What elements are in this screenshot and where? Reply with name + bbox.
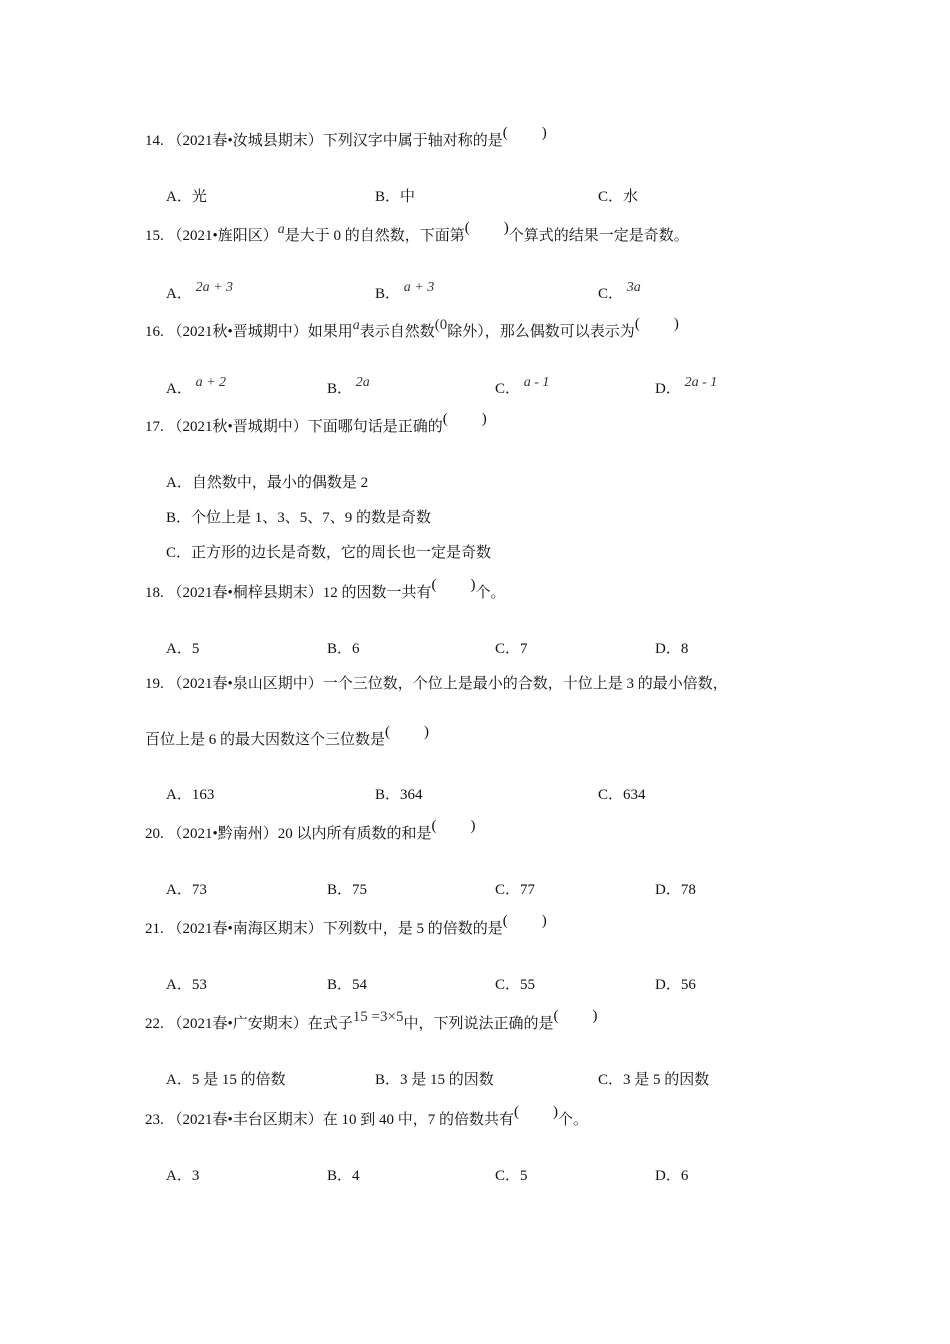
question-text: 在 10 到 40 中，7 的倍数共有 [322, 1112, 515, 1128]
option-d: D．56 [655, 977, 696, 993]
answer-blank: ( ) [431, 818, 476, 834]
question-19-line2 [145, 724, 430, 750]
question-source: （2021春•桐梓县期末） [167, 585, 323, 601]
option-a: A．光 [166, 189, 207, 205]
answer-blank: ( ) [502, 125, 547, 141]
question-text: 在式子 [307, 1016, 353, 1032]
math-expression: 15 =3×5 [352, 1009, 404, 1025]
option-b: B．中 [375, 189, 416, 205]
option-b: B． a + 3 [375, 280, 435, 302]
question-16 [145, 316, 679, 343]
option-b: B．4 [327, 1168, 360, 1184]
question-number: 17. [145, 419, 164, 435]
option-a: A．5 是 15 的倍数 [166, 1072, 286, 1088]
question-number: 15. [145, 228, 164, 244]
option-a: A．3 [166, 1168, 200, 1184]
answer-blank: ( ) [431, 577, 476, 593]
math-variable: a [277, 222, 285, 237]
question-text-tail: 中，下列说法正确的是 [403, 1016, 554, 1032]
question-text-tail: 个。 [558, 1112, 589, 1128]
answer-blank: ( ) [502, 913, 547, 929]
option-b: B．75 [327, 882, 368, 898]
question-text-tail: 个算式的结果一定是奇数。 [508, 228, 689, 244]
option-b: B． 2a [327, 375, 370, 397]
option-a: A．53 [166, 977, 207, 993]
math-variable: a [352, 318, 360, 333]
answer-blank: ( ) [634, 316, 679, 332]
question-number: 20. [145, 826, 164, 842]
question-source: （2021•黔南州） [167, 826, 278, 842]
question-23 [145, 1104, 589, 1130]
question-source: （2021春•丰台区期末） [167, 1112, 323, 1128]
question-text-tail: 个。 [475, 585, 506, 601]
option-a: A．5 [166, 641, 200, 657]
answer-blank: ( ) [514, 1104, 559, 1120]
question-source: （2021•旌阳区） [167, 228, 278, 244]
question-17 [145, 411, 487, 437]
option-b: B．364 [375, 787, 423, 803]
question-text-line2: 百位上是 6 的最大因数这个三位数是 [145, 732, 386, 748]
option-c: C．55 [495, 977, 536, 993]
question-text: 一个三位数，个位上是最小的合数，十位上是 3 的最小倍数， [322, 676, 728, 692]
option-a: A． 2a + 3 [166, 280, 234, 302]
question-number: 21. [145, 921, 164, 937]
option-c: C．7 [495, 641, 528, 657]
math-paren-zero: (0 [434, 317, 448, 333]
option-b: B．3 是 15 的因数 [375, 1072, 494, 1088]
question-number: 23. [145, 1112, 164, 1128]
option-c: C． 3a [598, 280, 641, 302]
question-source: （2021春•南海区期末） [167, 921, 323, 937]
question-text: 是大于 0 的自然数，下面第 [284, 228, 465, 244]
question-source: （2021秋•晋城期中） [167, 419, 308, 435]
question-number: 22. [145, 1016, 164, 1032]
question-number: 19. [145, 676, 164, 692]
question-19 [145, 674, 728, 694]
answer-blank: ( ) [464, 220, 509, 236]
option-a: A．163 [166, 787, 215, 803]
question-text-mid: 表示自然数 [359, 324, 435, 340]
answer-blank: ( ) [553, 1008, 598, 1024]
question-text: 下面哪句话是正确的 [307, 419, 443, 435]
option-d: D． 2a - 1 [655, 375, 718, 397]
question-text: 如果用 [307, 324, 353, 340]
option-b: B．54 [327, 977, 368, 993]
question-text-mid2: 除外），那么偶数可以表示为 [447, 324, 635, 340]
question-text: 下列数中，是 5 的倍数的是 [322, 921, 503, 937]
question-source: （2021秋•晋城期中） [167, 324, 308, 340]
option-b: B．个位上是 1、3、5、7、9 的数是奇数 [166, 510, 432, 526]
question-source: （2021春•泉山区期中） [167, 676, 323, 692]
question-text: 下列汉字中属于轴对称的是 [322, 133, 503, 149]
option-c: C． a - 1 [495, 375, 550, 397]
option-c: C．634 [598, 787, 646, 803]
question-number: 14. [145, 133, 164, 149]
option-a: A．73 [166, 882, 207, 898]
question-18 [145, 577, 506, 603]
option-a: A．自然数中，最小的偶数是 2 [166, 475, 369, 491]
option-c: C．3 是 5 的因数 [598, 1072, 710, 1088]
option-a: A． a + 2 [166, 375, 227, 397]
question-text: 12 的因数一共有 [322, 585, 432, 601]
question-source: （2021春•汝城县期末） [167, 133, 323, 149]
answer-blank: ( ) [385, 724, 430, 740]
answer-blank: ( ) [442, 411, 487, 427]
option-c: C．正方形的边长是奇数，它的周长也一定是奇数 [166, 545, 492, 561]
question-number: 18. [145, 585, 164, 601]
question-15 [145, 220, 689, 247]
question-source: （2021春•广安期末） [167, 1016, 308, 1032]
question-20 [145, 818, 476, 844]
option-c: C．5 [495, 1168, 528, 1184]
question-21 [145, 913, 547, 939]
question-text: 20 以内所有质数的和是 [277, 826, 432, 842]
question-14 [145, 125, 547, 151]
option-b: B．6 [327, 641, 360, 657]
option-c: C．水 [598, 189, 639, 205]
option-d: D．8 [655, 641, 689, 657]
option-d: D．6 [655, 1168, 689, 1184]
question-22 [145, 1008, 598, 1034]
question-number: 16. [145, 324, 164, 340]
option-c: C．77 [495, 882, 536, 898]
option-d: D．78 [655, 882, 696, 898]
